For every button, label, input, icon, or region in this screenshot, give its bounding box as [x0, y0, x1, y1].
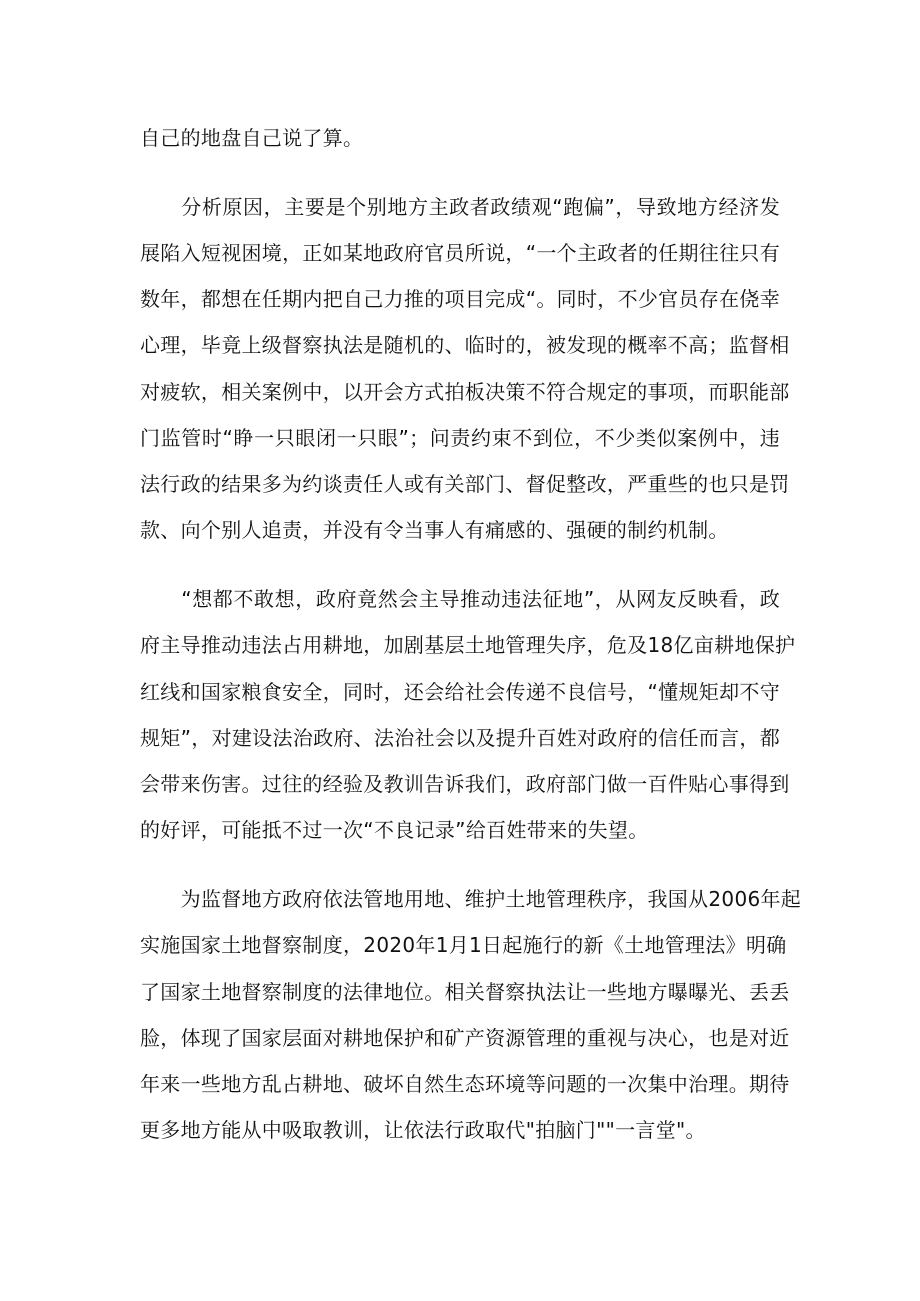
paragraph-4-line-3: 了国家土地督察制度的法律地位。相关督察执法让一些地方曝曝光、丢丢 [140, 980, 790, 1004]
paragraph-4-line-5: 年来一些地方乱占耕地、破坏自然生态环境等问题的一次集中治理。期待 [140, 1072, 790, 1096]
paragraph-4-line-1: 为监督地方政府依法管地用地、维护土地管理秩序，我国从2006年起 [140, 887, 802, 911]
paragraph-3-line-3: 红线和国家粮食安全，同时，还会给社会传递不良信号，“懂规矩却不守 [140, 680, 780, 704]
paragraph-2-line-1: 分析原因，主要是个别地方主政者政绩观“跑偏”，导致地方经济发 [140, 195, 780, 219]
paragraph-4-line-4: 脸，体现了国家层面对耕地保护和矿产资源管理的重视与决心，也是对近 [140, 1026, 790, 1050]
paragraph-4-line-6: 更多地方能从中吸取教训，让依法行政取代"拍脑门""一言堂"。 [140, 1118, 706, 1142]
paragraph-4-line-2: 实施国家土地督察制度，2020年1月1日起施行的新《土地管理法》明确 [140, 933, 787, 957]
paragraph-3-line-4: 规矩”，对建设法治政府、法治社会以及提升百姓对政府的信任而言，都 [140, 726, 780, 750]
paragraph-2-line-6: 门监管时“睁一只眼闭一只眼”；问责约束不到位，不少类似案例中，违 [140, 426, 780, 450]
paragraph-3-line-1: “想都不敢想，政府竟然会主导推动违法征地”，从网友反映看，政 [140, 587, 780, 611]
paragraph-3-line-6: 的好评，可能抵不过一次“不良记录”给百姓带来的失望。 [140, 818, 649, 842]
paragraph-2-line-5: 对疲软，相关案例中，以开会方式拍板决策不符合规定的事项，而职能部 [140, 380, 790, 404]
paragraph-2-line-4: 心理，毕竟上级督察执法是随机的、临时的，被发现的概率不高；监督相 [140, 333, 790, 357]
paragraph-1-line-1: 自己的地盘自己说了算。 [140, 126, 364, 150]
paragraph-2-line-3: 数年，都想在任期内把自己力推的项目完成“。同时，不少官员存在侥幸 [140, 287, 780, 311]
paragraph-2-line-2: 展陷入短视困境，正如某地政府官员所说，“一个主政者的任期往往只有 [140, 241, 780, 265]
paragraph-2-line-7: 法行政的结果多为约谈责任人或有关部门、督促整改，严重些的也只是罚 [140, 472, 790, 496]
paragraph-2-line-8: 款、向个别人追责，并没有令当事人有痛感的、强硬的制约机制。 [140, 518, 729, 542]
paragraph-3-line-2: 府主导推动违法占用耕地，加剧基层土地管理失序，危及18亿亩耕地保护 [140, 633, 796, 657]
paragraph-3-line-5: 会带来伤害。过往的经验及教训告诉我们，政府部门做一百件贴心事得到 [140, 772, 790, 796]
